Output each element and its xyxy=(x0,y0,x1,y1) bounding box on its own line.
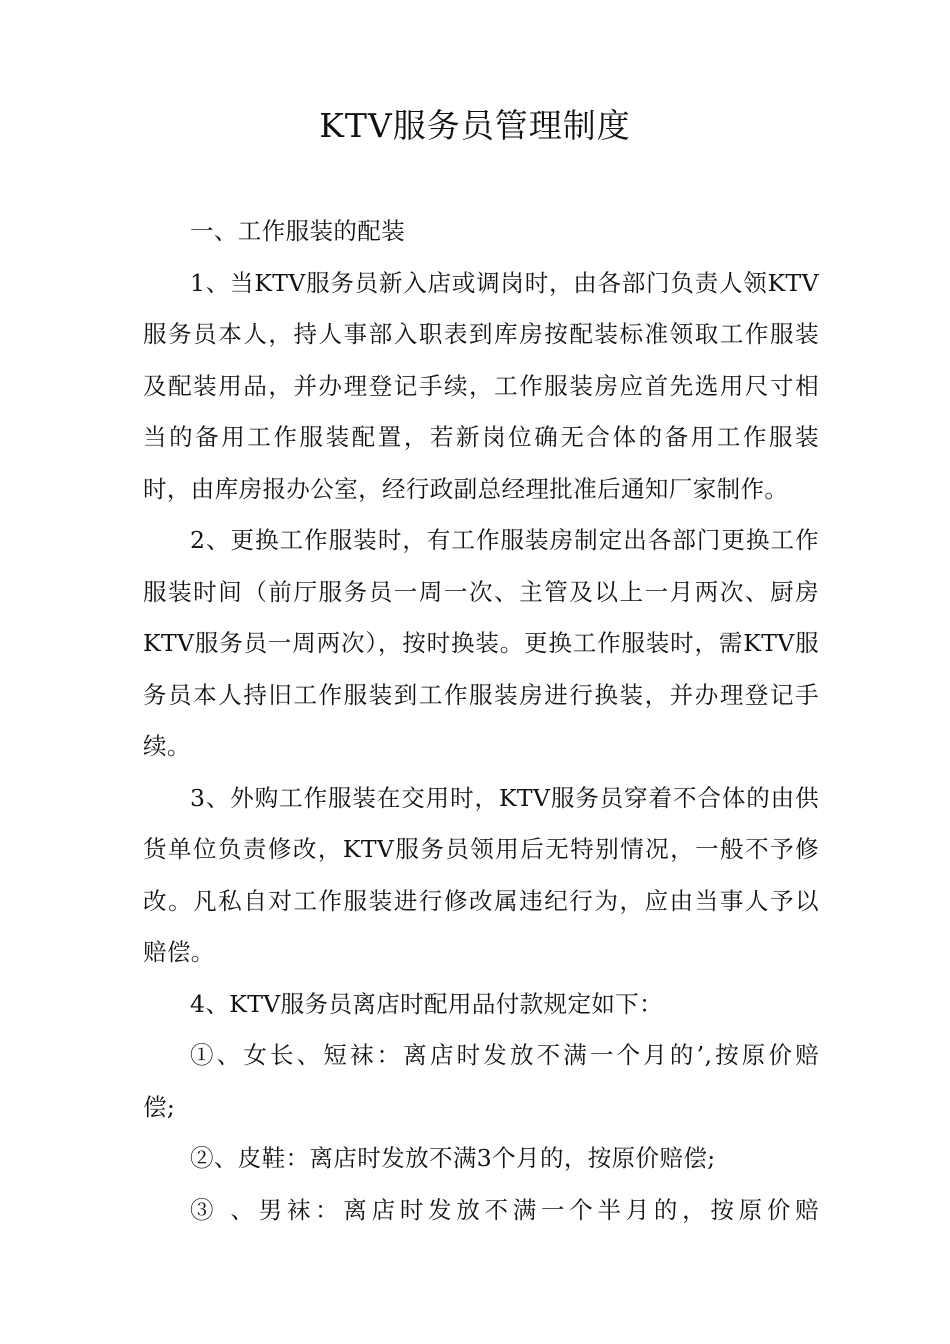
text-line: 3、外购工作服装在交用时，KTV服务员穿着不合体的由供 xyxy=(190,783,819,812)
text-line: 务员本人持旧工作服装到工作服装房进行换装，并办理登记手 xyxy=(143,680,819,709)
text-line: 2、更换工作服装时，有工作服装房制定出各部门更换工作 xyxy=(190,526,819,554)
text-line: 改。凡私自对工作服装进行修改属违纪行为，应由当事人予以 xyxy=(143,886,819,915)
text-line: KTV服务员一周两次），按时换装。更换工作服装时，需KTV服 xyxy=(143,629,819,657)
text-line: 及配装用品，并办理登记手续，工作服装房应首先选用尺寸相 xyxy=(143,371,819,400)
list-item-shoes xyxy=(143,1133,819,1185)
paragraph-2 xyxy=(143,515,819,773)
text-line: 时，由库房报办公室，经行政副总经理批准后通知厂家制作。 xyxy=(143,474,789,503)
text-line: 续。 xyxy=(143,732,191,760)
text-line: ①、女长、短袜：离店时发放不满一个月的’,按原价赔 xyxy=(190,1041,819,1069)
list-item-socks-women xyxy=(143,1030,819,1133)
text-line: 服装时间（前厅服务员一周一次、主管及以上一月两次、厨房 xyxy=(143,577,819,606)
paragraph-4 xyxy=(143,979,819,1031)
text-line: ②、皮鞋：离店时发放不满3个月的，按原价赔偿; xyxy=(190,1144,716,1172)
paragraph-1 xyxy=(143,258,819,516)
text-line: 偿; xyxy=(143,1092,176,1121)
list-item-socks-men xyxy=(143,1185,819,1237)
text-line: ③ 、男袜：离店时发放不满一个半月的，按原价赔 xyxy=(190,1195,819,1224)
text-line: 货单位负责修改，KTV服务员领用后无特别情况，一般不予修 xyxy=(143,835,819,863)
text-line: 赔偿。 xyxy=(143,938,215,966)
text-line: 服务员本人，持人事部入职表到库房按配装标准领取工作服装 xyxy=(143,320,819,348)
text-line: 当的备用工作服装配置，若新岗位确无合体的备用工作服装 xyxy=(143,423,819,451)
text-line: 1、当KTV服务员新入店或调岗时，由各部门负责人领KTV xyxy=(190,268,819,297)
section-heading: 一、工作服装的配装 xyxy=(190,217,406,245)
page-title: KTV服务员管理制度 xyxy=(319,106,631,145)
document-body xyxy=(143,206,819,1236)
paragraph-3 xyxy=(143,773,819,979)
text-line: 4、KTV服务员离店时配用品付款规定如下： xyxy=(190,989,664,1018)
